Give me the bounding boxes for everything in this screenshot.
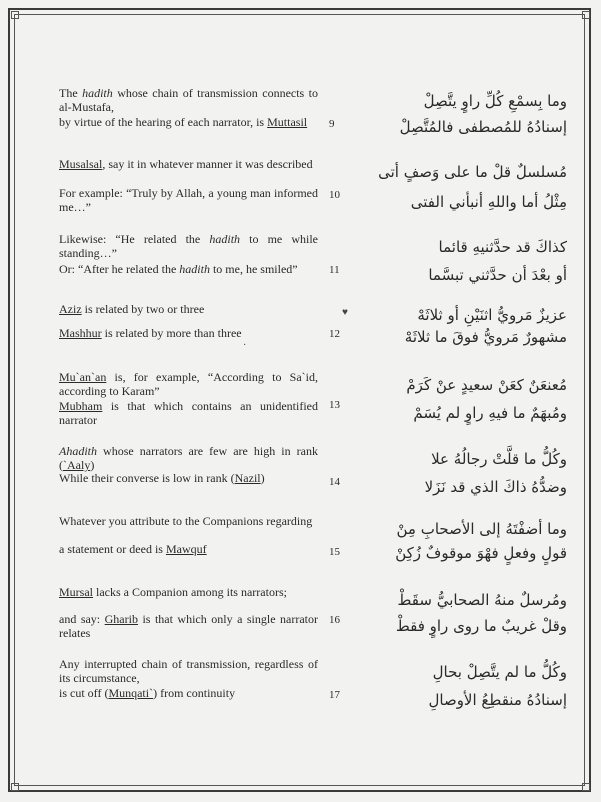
translation-text: whose chain of transmission connects to al-Mustafa, bbox=[59, 86, 318, 114]
translation-text: is that which only a single narrator relates bbox=[59, 612, 319, 640]
arabic-hemistich: ومُبهَمٌ ما فيهِ راوٍ لم يُسَمْ bbox=[413, 404, 567, 422]
verse-number: 13 bbox=[329, 399, 340, 411]
arabic-hemistich: مُعنعَنٌ كعَنْ سعيدٍ عنْ كَرَمْ bbox=[406, 376, 567, 394]
underlined-term: Mawquf bbox=[165, 542, 207, 556]
translation-text: whose narrators are few are high in rank ( bbox=[59, 444, 318, 472]
translation-line bbox=[59, 302, 318, 316]
arabic-hemistich: إسنادُهُ منقطِعُ الأوصالِ bbox=[428, 691, 567, 709]
translation-text: ) from continuity bbox=[153, 686, 236, 700]
arabic-hemistich: وكُلُّ ما قلَّتْ رجالُهُ علا bbox=[431, 450, 567, 468]
translation-text: to me while standing…” bbox=[59, 232, 318, 260]
arabic-hemistich: وضدُّهُ ذاكَ الذي قد نَزَلا bbox=[424, 478, 567, 496]
stray-mark: · bbox=[243, 340, 247, 351]
translation-line bbox=[59, 115, 318, 129]
translation-text: Any interrupted chain of transmission, regardless of its circumstance, bbox=[59, 657, 318, 685]
arabic-hemistich: مشهورٌ مَرويُّ فوقَ ما ثلاثَهْ bbox=[404, 328, 567, 346]
translation-line bbox=[59, 686, 318, 700]
verse-number: 11 bbox=[329, 264, 340, 276]
verse-number: 9 bbox=[329, 118, 335, 130]
translation-text: and say: bbox=[59, 612, 105, 626]
translation-text: Or: “After he related the bbox=[59, 262, 180, 276]
stray-mark: ♥ bbox=[342, 307, 348, 318]
translation-line bbox=[59, 514, 318, 528]
verse-number: 17 bbox=[329, 689, 340, 701]
english-translation bbox=[59, 585, 319, 640]
underlined-term: Gharib bbox=[104, 612, 138, 626]
translation-text: ) bbox=[90, 458, 95, 472]
translation-text: is related by more than three bbox=[101, 326, 242, 340]
underlined-term: Mashhur bbox=[59, 326, 102, 340]
arabic-hemistich: عزيزٌ مَرويُّ اثنَيْنِ أو ثلاثَهْ bbox=[417, 306, 567, 324]
english-translation bbox=[59, 657, 318, 700]
arabic-hemistich: مُسلسلٌ قلْ ما على وَصفٍ أتى bbox=[378, 163, 567, 181]
corner-ornament bbox=[11, 783, 19, 791]
underlined-term: Muttasil bbox=[267, 115, 308, 129]
italic-term: hadith bbox=[82, 86, 113, 100]
verse-number: 16 bbox=[329, 614, 340, 626]
arabic-hemistich: مِثْلُ أما واللهِ أنبأني الفتى bbox=[410, 193, 567, 211]
english-translation bbox=[59, 232, 318, 276]
translation-line bbox=[59, 542, 318, 556]
arabic-hemistich: وما بِسمْعِ كُلِّ راوٍ يتَّصِلْ bbox=[423, 92, 567, 110]
translation-line bbox=[59, 157, 318, 171]
arabic-hemistich: إسنادُهُ للمُصطفى فالمُتَّصِلْ bbox=[399, 118, 567, 136]
underlined-term: Musalsal bbox=[59, 157, 103, 171]
translation-text: is cut off ( bbox=[59, 686, 109, 700]
translation-line bbox=[59, 612, 318, 640]
underlined-term: Aziz bbox=[59, 302, 82, 316]
english-translation bbox=[59, 157, 318, 214]
verse-number: 10 bbox=[329, 189, 340, 201]
translation-line bbox=[59, 657, 318, 685]
translation-line bbox=[59, 86, 318, 114]
arabic-hemistich: وكُلُّ ما لم يتَّصِلْ بحالِ bbox=[432, 663, 567, 681]
translation-line bbox=[59, 444, 318, 472]
translation-text: Likewise: “He related the bbox=[59, 232, 210, 246]
arabic-hemistich: وقلْ غريبٌ ما روى راوٍ فقطْ bbox=[395, 617, 567, 635]
arabic-hemistich: ومُرسلٌ منهُ الصحابيُّ سقَطْ bbox=[397, 591, 567, 609]
translation-text: , say it in whatever manner it was described bbox=[102, 157, 313, 171]
translation-line bbox=[59, 186, 318, 214]
translation-line bbox=[59, 585, 318, 599]
translation-text: by virtue of the hearing of each narrator, is bbox=[59, 115, 268, 129]
corner-ornament bbox=[582, 783, 590, 791]
translation-text: While their converse is low in rank ( bbox=[59, 471, 235, 485]
verse-number: 12 bbox=[329, 328, 340, 340]
translation-text: The bbox=[59, 86, 83, 100]
translation-line bbox=[59, 262, 318, 276]
italic-term: hadith bbox=[179, 262, 210, 276]
italic-term: Ahadith bbox=[59, 444, 97, 458]
translation-line bbox=[59, 232, 318, 260]
corner-ornament bbox=[582, 11, 590, 19]
english-translation bbox=[59, 444, 318, 485]
underlined-term: Mursal bbox=[59, 585, 93, 599]
translation-text: lacks a Companion among its narrators; bbox=[93, 585, 287, 599]
arabic-hemistich: وما أضفْتَهُ إلى الأصحابِ مِنْ bbox=[396, 520, 567, 538]
english-translation bbox=[59, 86, 318, 129]
translation-text: ) bbox=[260, 471, 265, 485]
translation-text: to me, he smiled” bbox=[209, 262, 298, 276]
underlined-term: Mubham bbox=[59, 399, 103, 413]
translation-text: is related by two or three bbox=[81, 302, 205, 316]
arabic-hemistich: أو بعْدَ أن حدَّثني تبسَّما bbox=[428, 266, 567, 284]
translation-text: is that which contains an unidentified narrator bbox=[59, 399, 318, 427]
arabic-hemistich: كذاكَ قد حدَّثنيهِ قائما bbox=[438, 238, 567, 256]
english-translation bbox=[59, 370, 318, 427]
underlined-term: `Aaly bbox=[63, 458, 91, 472]
verse-number: 15 bbox=[329, 546, 340, 558]
translation-text: For example: “Truly by Allah, a young man informed me…” bbox=[59, 186, 318, 214]
underlined-term: Mu`an`an bbox=[59, 370, 107, 384]
english-translation bbox=[59, 302, 318, 340]
translation-text: is, for example, “According to Sa`id, according to Karam” bbox=[59, 370, 318, 398]
translation-line bbox=[59, 399, 318, 427]
translation-line bbox=[59, 471, 318, 485]
arabic-hemistich: قولٍ وفعلٍ فهْوَ موقوفٌ زُكِنْ bbox=[395, 544, 567, 562]
italic-term: hadith bbox=[209, 232, 241, 246]
underlined-term: Munqati` bbox=[108, 686, 154, 700]
translation-line bbox=[59, 326, 318, 340]
translation-line bbox=[59, 370, 318, 398]
english-translation bbox=[59, 514, 318, 556]
translation-text: Whatever you attribute to the Companions regarding bbox=[59, 514, 313, 528]
verse-number: 14 bbox=[329, 476, 340, 488]
underlined-term: Nazil bbox=[234, 471, 261, 485]
translation-text: a statement or deed is bbox=[59, 542, 166, 556]
corner-ornament bbox=[11, 11, 19, 19]
